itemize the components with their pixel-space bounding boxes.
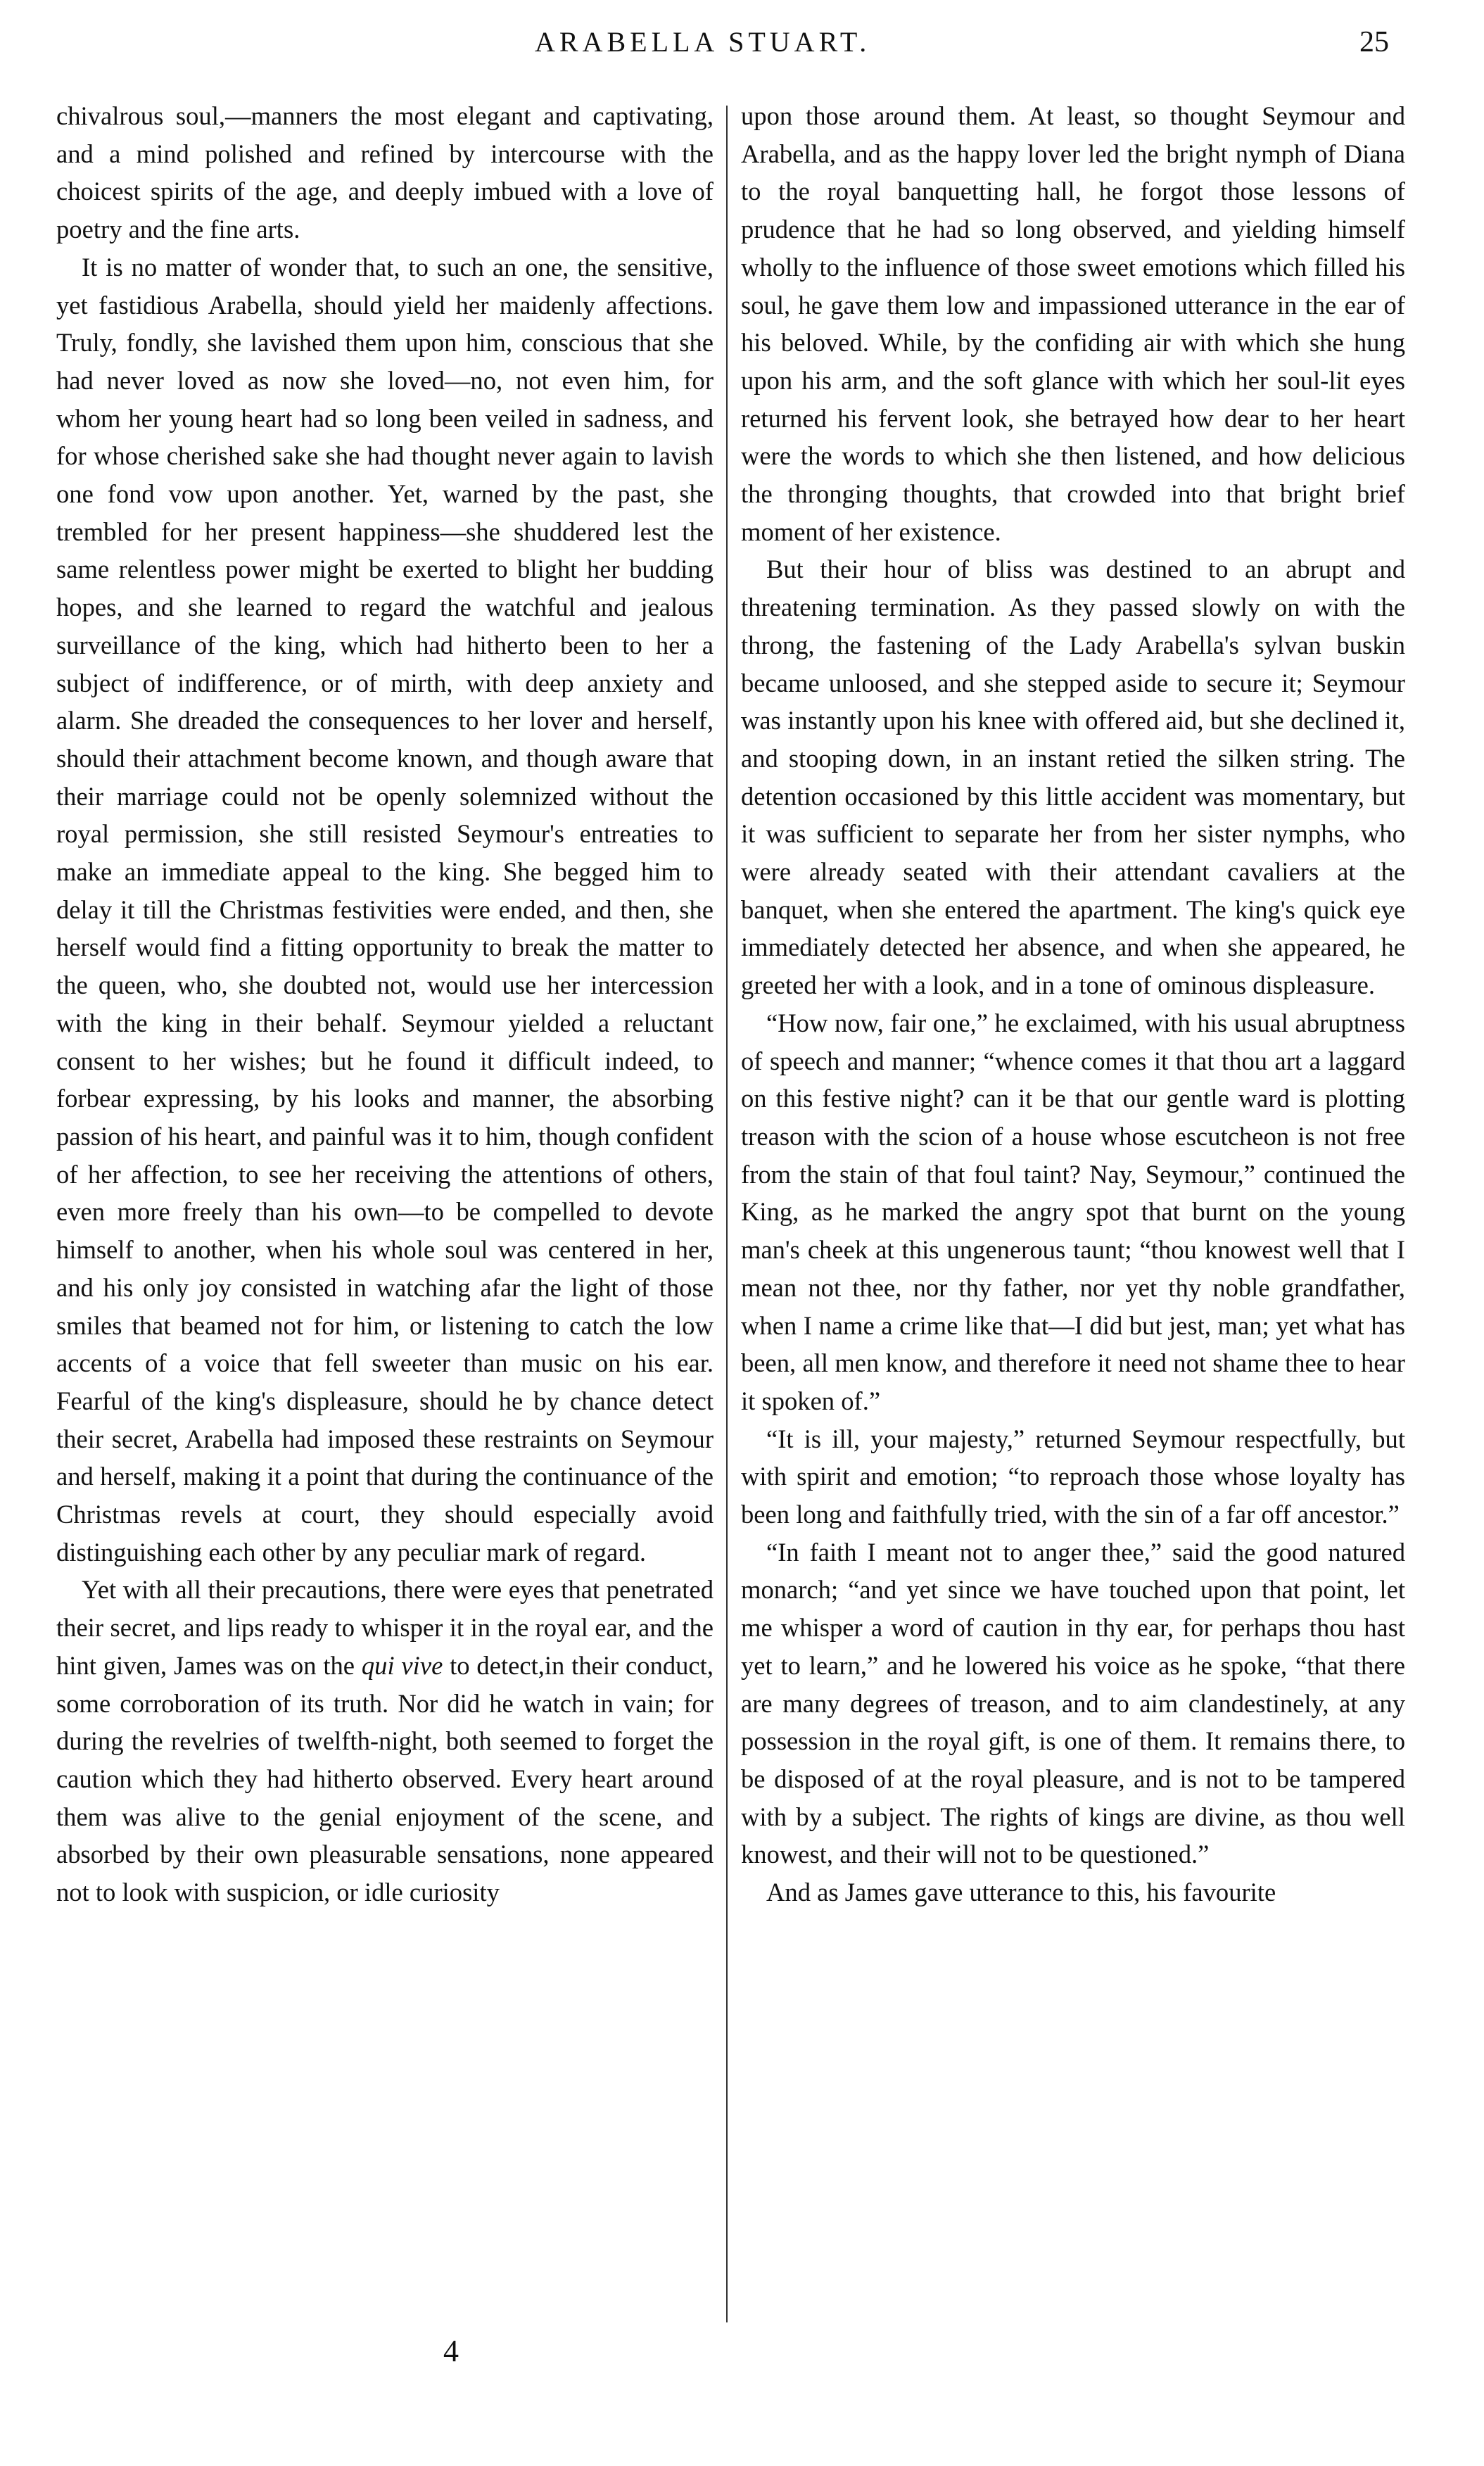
text-run: Yet with all their precautions, there were eyes that penetrated their secret, and lips ready to whisper it in the royal ear, and the hint given, James was on the bbox=[56, 1575, 714, 1680]
paragraph: chivalrous soul,—manners the most elegant and captivating, and a mind polished and refined by intercourse with the choicest spirits of the age, and deeply imbued with a love of poetry and the fine arts. bbox=[56, 101, 714, 244]
paragraph: upon those around them. At least, so thought Seymour and Arabella, and as the happy lover led the bright nymph of Diana to the royal banquetting hall, he forgot those lessons of prudence that he had so long observed, and yielding himself wholly to the influence of those sweet emotions which filled his soul, he gave them low and impassioned utterance in the ear of his beloved. While, by the confiding air with which she hung upon his arm, and the soft glance with which her soul-lit eyes returned his fervent look, she betrayed how dear to her heart were the words to which she then listened, and how delicious the thronging thoughts, that crowded into that bright brief moment of her existence. bbox=[741, 101, 1405, 546]
left-column bbox=[56, 97, 714, 1911]
paragraph bbox=[56, 1571, 714, 1911]
italic-phrase: qui vive bbox=[361, 1650, 443, 1680]
running-head bbox=[0, 25, 1484, 68]
column-divider bbox=[726, 106, 728, 2322]
page-number: 25 bbox=[1359, 26, 1389, 58]
paragraph: And as James gave utterance to this, his favourite bbox=[766, 1878, 1276, 1907]
running-title: ARABELLA STUART. bbox=[535, 26, 871, 58]
text-run: to detect,in their conduct, some corroboration of its truth. Nor did he watch in vain; for during the revelries of twelfth-night, both seemed to forget the caution which they had hitherto observed. Every heart around them was alive to the genial enjoyment of the scene, and absorbed by their own pleasurable sensations, none appeared not to look with suspicion, or idle curiosity bbox=[56, 1650, 714, 1907]
paragraph: “How now, fair one,” he exclaimed, with his usual abruptness of speech and manner; “whence comes it that thou art a laggard on this festive night? can it be that our gentle ward is plotting treason with the scion of a house whose escutcheon is not free from the stain of that foul taint? Nay, Seymour,” continued the King, as he marked the angry spot that burnt on the young man's cheek at this ungenerous taunt; “thou knowest well that I mean not thee, nor thy father, nor yet thy noble grandfather, when I name a crime like that—I did but jest, man; yet what has been, all men know, and therefore it need not shame thee to hear it spoken of.” bbox=[741, 1008, 1405, 1415]
signature-mark: 4 bbox=[443, 2334, 459, 2368]
paragraph: It is no matter of wonder that, to such an one, the sensitive, yet fastidious Arabella, should yield her maidenly affections. Truly, fondly, she lavished them upon him, conscious that she had never loved as now she loved—no, not even him, for whom her young heart had so long been veiled in sadness, and for whose cherished sake she had thought never again to lavish one fond vow upon another. Yet, warned by the past, she trembled for her present happiness—she shuddered lest the same relentless power might be exerted to blight her budding hopes, and she learned to regard the watchful and jealous surveillance of the king, which had hitherto been to her a subject of indifference, or of mirth, with deep anxiety and alarm. She dreaded the consequences to her lover and herself, should their attachment become known, and though aware that their marriage could not be openly solemnized without the royal permission, she still resisted Seymour's entreaties to make an immediate appeal to the king. She begged him to delay it till the Christmas festivities were ended, and then, she herself would find a fitting opportunity to break the matter to the queen, who, she doubted not, would use her intercession with the king in their behalf. Seymour yielded a reluctant consent to her wishes; but he found it difficult indeed, to forbear expressing, by his looks and manner, the absorbing passion of his heart, and painful was it to him, though confident of her affection, to see her receiving the attentions of others, even more freely than his own—to be compelled to devote himself to another, when his whole soul was centered in her, and his only joy consisted in watching afar the light of those smiles that beamed not for him, or listening to catch the low accents of a voice that fell sweeter than music on his ear. Fearful of the king's displeasure, should he by chance detect their secret, Arabella had imposed these restraints on Seymour and herself, making it a point that during the continuance of the Christmas revels at court, they should especially avoid distinguishing each other by any peculiar mark of regard. bbox=[56, 252, 714, 1567]
paragraph: “In faith I meant not to anger thee,” said the good natured monarch; “and yet since we have touched upon that point, let me whisper a word of caution in thy ear, for perhaps thou hast yet to learn,” and he lowered his voice as he spoke, “that there are many degrees of treason, and to aim clandestinely, at any possession in the royal gift, is one of them. It remains there, to be disposed of at the royal pleasure, and is not to be tampered with by a subject. The rights of kings are divine, as thou well knowest, and their will not to be questioned.” bbox=[741, 1537, 1405, 1869]
paragraph: “It is ill, your majesty,” returned Seymour respectfully, but with spirit and emotion; “to reproach those whose loyalty has been long and faithfully tried, with the sin of a far off ancestor.” bbox=[741, 1424, 1405, 1529]
paragraph: But their hour of bliss was destined to an abrupt and threatening termination. As they passed slowly on with the throng, the fastening of the Lady Arabella's sylvan buskin became unloosed, and she stepped aside to secure it; Seymour was instantly upon his knee with offered aid, but she declined it, and stooping down, in an instant retied the silken string. The detention occasioned by this little accident was momentary, but it was sufficient to separate her from her sister nymphs, who were already seated with their attendant cavaliers at the banquet, when she entered the apartment. The king's quick eye immediately detected her absence, and when she appeared, he greeted her with a look, and in a tone of ominous displeasure. bbox=[741, 555, 1405, 1000]
right-column bbox=[741, 97, 1405, 1911]
